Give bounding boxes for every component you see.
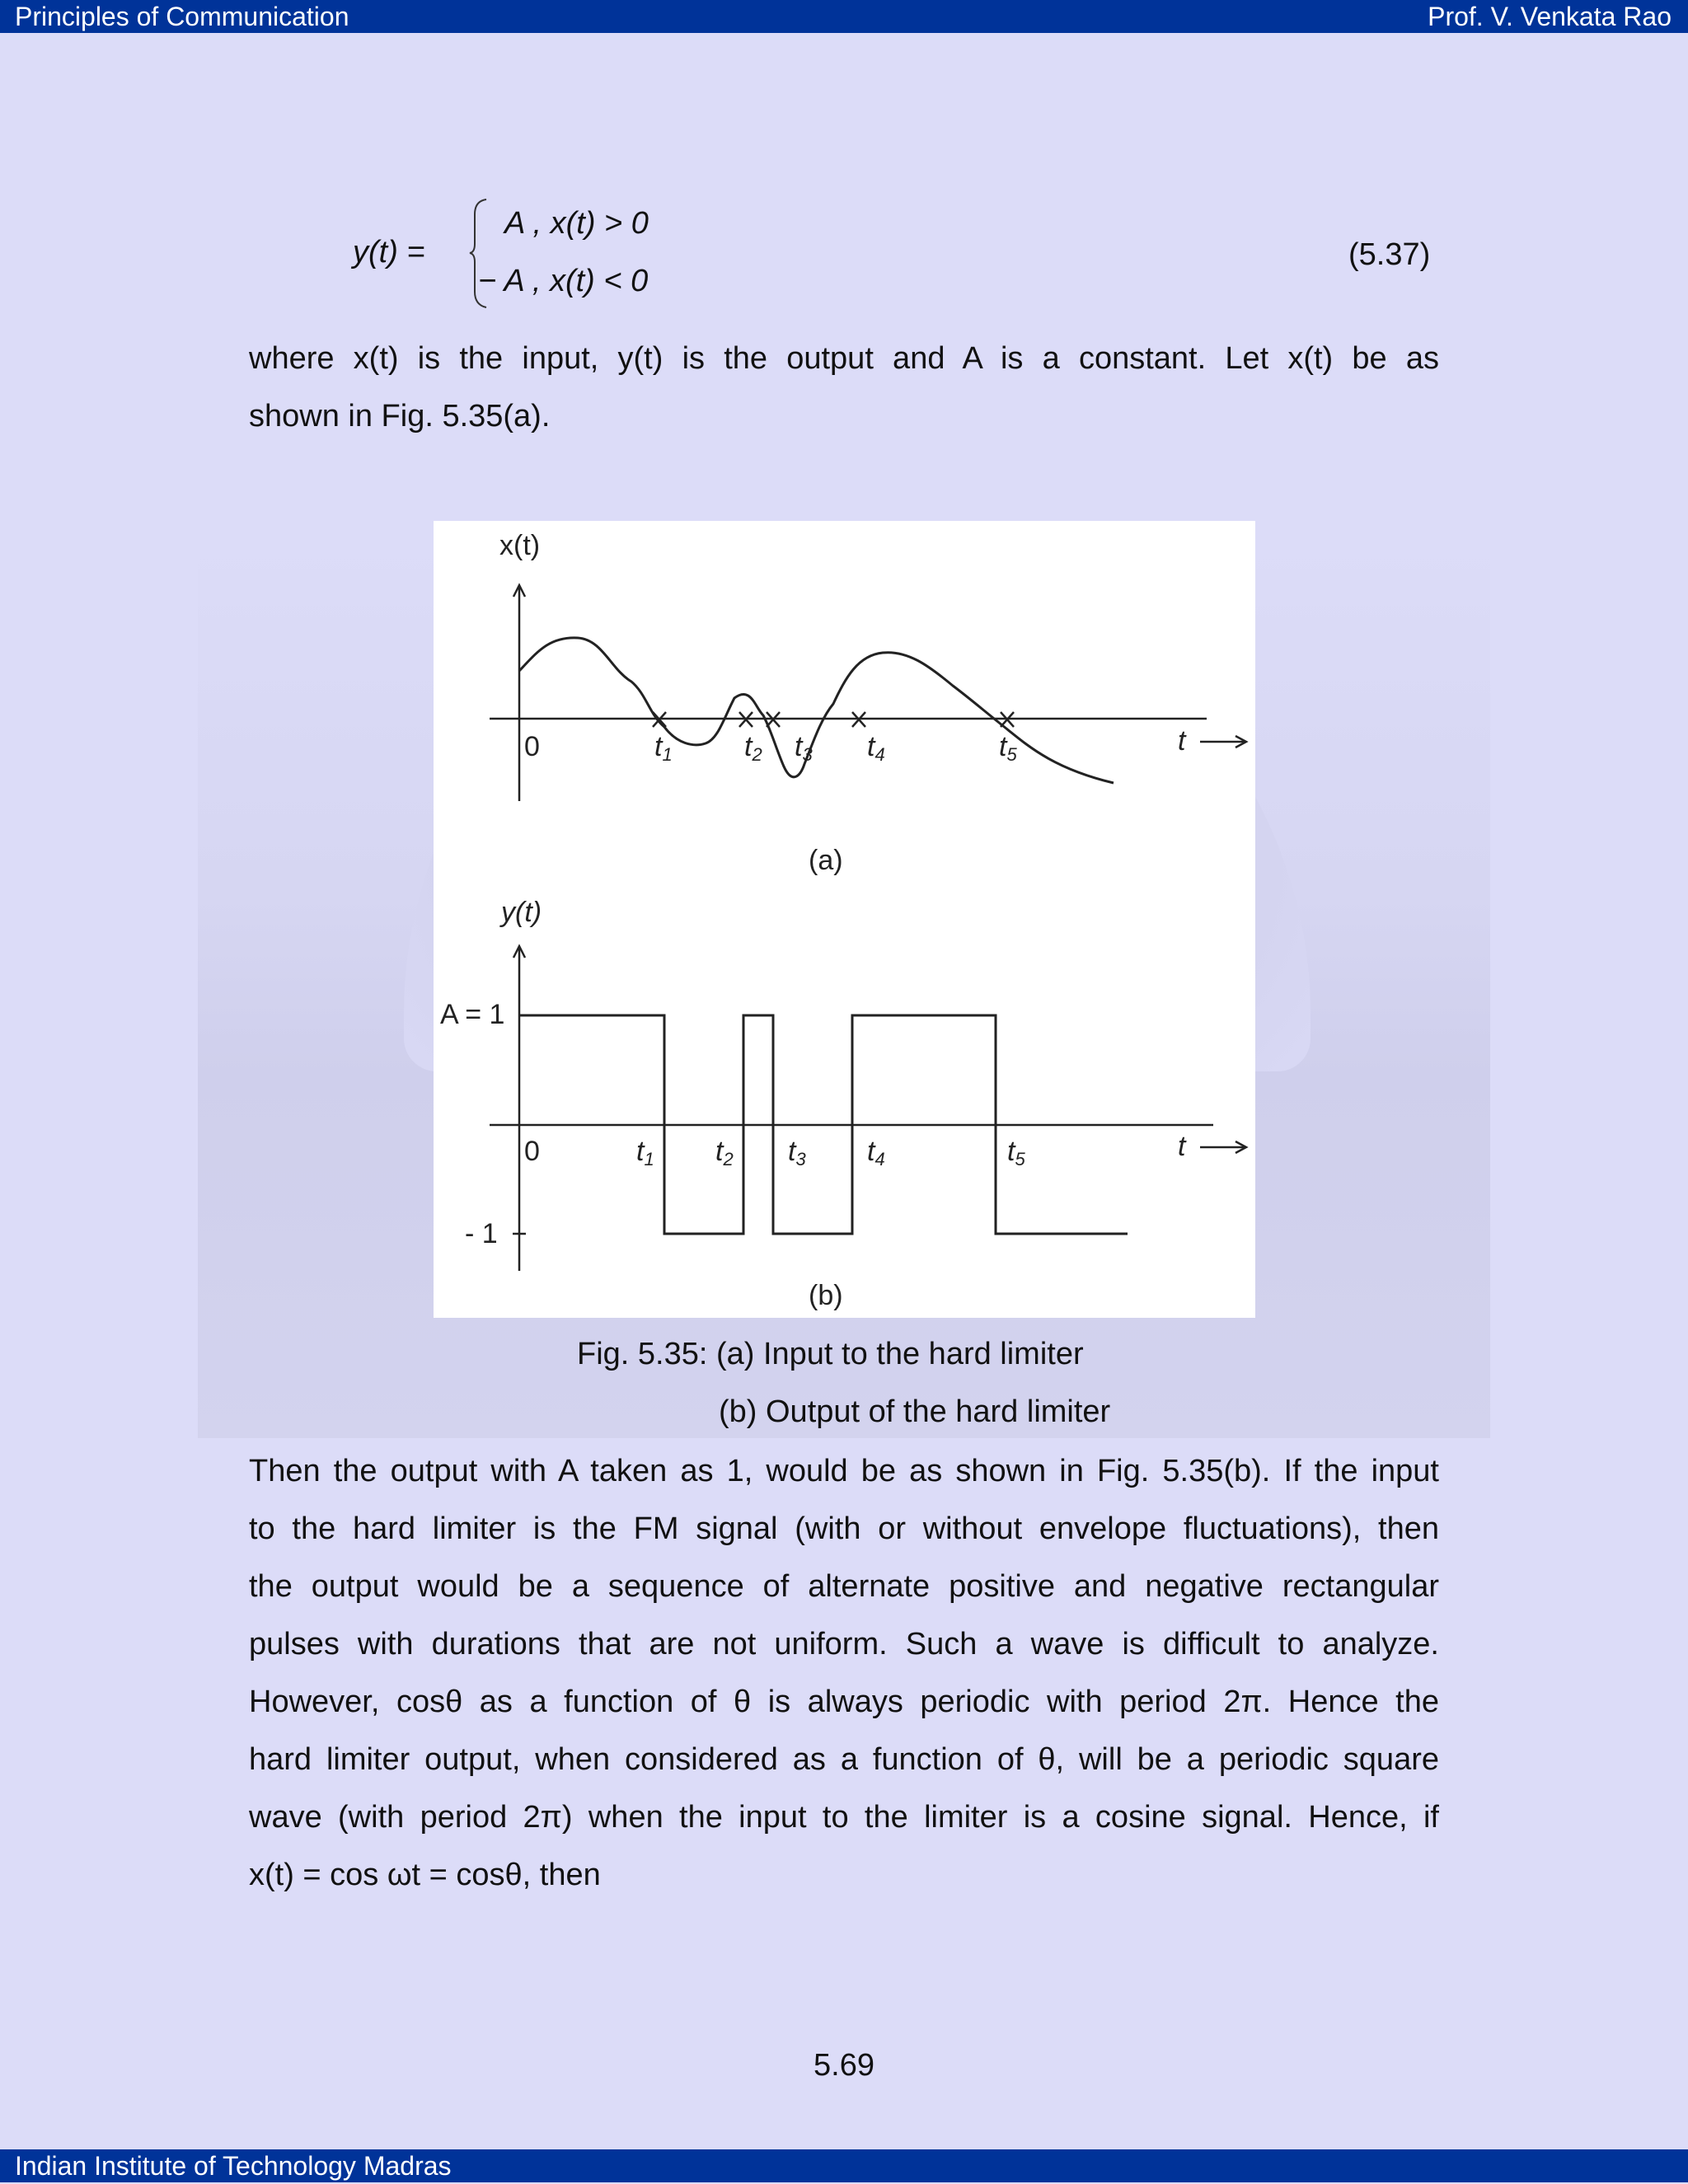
panel-a-tick-t5: t5 bbox=[999, 731, 1017, 765]
panel-b-level-high: A = 1 bbox=[440, 999, 505, 1030]
panel-b-level-low: - 1 bbox=[465, 1218, 498, 1249]
figure-5-35 bbox=[434, 521, 1255, 1318]
hard-limiter-diagram bbox=[434, 521, 1255, 1318]
header-course-title: Principles of Communication bbox=[15, 2, 349, 31]
panel-b-origin: 0 bbox=[524, 1136, 540, 1167]
text-line: the output would be a sequence of alternate positive and negative rectangular bbox=[249, 1569, 1439, 1604]
equation-lhs: y(t) = bbox=[353, 235, 425, 269]
paragraph-explanation bbox=[249, 1442, 1439, 1904]
panel-a-tick-t3: t3 bbox=[795, 731, 813, 765]
panel-b-tick-t2: t2 bbox=[715, 1136, 734, 1169]
panel-a-input bbox=[490, 585, 1246, 801]
panel-b-tick-t5: t5 bbox=[1007, 1136, 1025, 1169]
panel-a-sublabel: (a) bbox=[809, 845, 843, 876]
header-bar bbox=[0, 0, 1688, 33]
page-number: 5.69 bbox=[814, 2048, 874, 2083]
text-line: Then the output with A taken as 1, would be as shown in Fig. 5.35(b). If the input bbox=[249, 1454, 1439, 1488]
equation-case-negative: − A , x(t) < 0 bbox=[478, 264, 649, 298]
figure-caption-line2: (b) Output of the hard limiter bbox=[719, 1394, 1111, 1429]
panel-b-tick-t1: t1 bbox=[636, 1136, 654, 1169]
paragraph-intro bbox=[249, 330, 1439, 445]
equation-case-positive: A , x(t) > 0 bbox=[504, 206, 649, 241]
footer-bar bbox=[0, 2149, 1688, 2182]
panel-b-sublabel: (b) bbox=[809, 1280, 843, 1311]
panel-a-tick-t2: t2 bbox=[744, 731, 762, 765]
panel-b-tick-t3: t3 bbox=[788, 1136, 806, 1169]
equation-number: (5.37) bbox=[1348, 237, 1431, 272]
panel-b-tick-t4: t4 bbox=[867, 1136, 885, 1169]
panel-a-ylabel: x(t) bbox=[499, 530, 541, 561]
figure-caption-line1: Fig. 5.35: (a) Input to the hard limiter bbox=[577, 1337, 1084, 1371]
text-line: to the hard limiter is the FM signal (with or without envelope fluctuations), then bbox=[249, 1511, 1439, 1546]
text-line: However, cosθ as a function of θ is always periodic with period 2π. Hence the bbox=[249, 1685, 1439, 1719]
panel-b-labels bbox=[440, 897, 1187, 1311]
header-author: Prof. V. Venkata Rao bbox=[1428, 2, 1672, 31]
panel-a-labels bbox=[499, 530, 1187, 876]
panel-a-tlabel: t bbox=[1178, 725, 1186, 757]
text-line: where x(t) is the input, y(t) is the output and A is a constant. Let x(t) be as bbox=[249, 341, 1439, 376]
footer-institution: Indian Institute of Technology Madras bbox=[15, 2151, 452, 2181]
panel-b-ylabel: y(t) bbox=[501, 897, 542, 928]
panel-b-output bbox=[490, 946, 1246, 1271]
panel-b-tlabel: t bbox=[1178, 1131, 1186, 1162]
panel-a-tick-t4: t4 bbox=[867, 731, 885, 765]
text-line: wave (with period 2π) when the input to the limiter is a cosine signal. Hence, if bbox=[249, 1800, 1439, 1835]
input-signal-curve bbox=[519, 638, 1114, 783]
text-line: hard limiter output, when considered as a function of θ, will be a periodic square bbox=[249, 1742, 1439, 1777]
panel-a-origin: 0 bbox=[524, 731, 540, 762]
panel-a-tick-t1: t1 bbox=[654, 731, 673, 765]
text-line: pulses with durations that are not uniform. Such a wave is difficult to analyze. bbox=[249, 1627, 1439, 1661]
text-line: shown in Fig. 5.35(a). bbox=[249, 399, 551, 434]
text-line: x(t) = cos ωt = cosθ, then bbox=[249, 1858, 601, 1892]
